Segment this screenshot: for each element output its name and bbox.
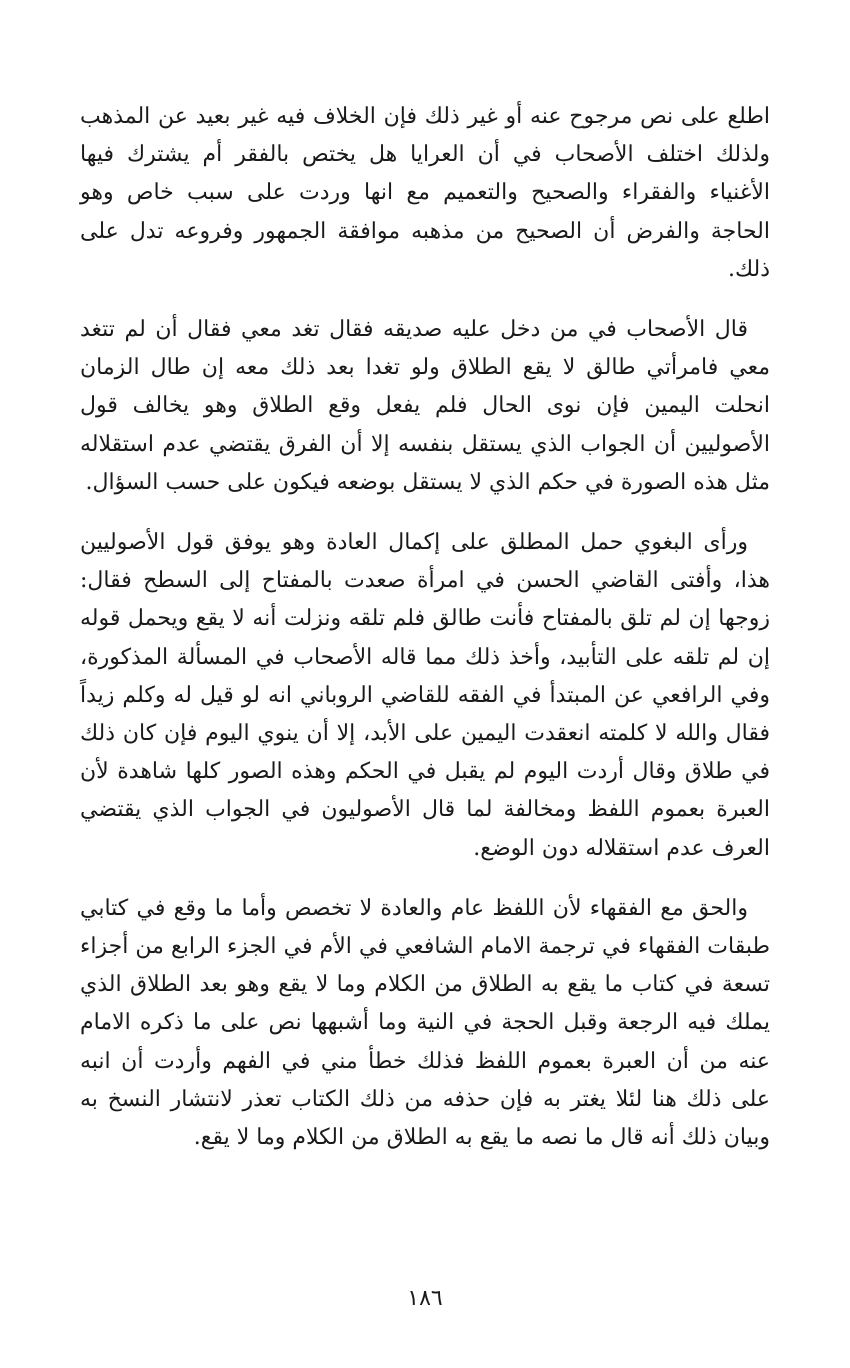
page-number: ١٨٦ (407, 1286, 443, 1311)
page-body (80, 98, 770, 1157)
paragraph-1: اطلع على نص مرجوح عنه أو غير ذلك فإن الخلاف فيه غير بعيد عن المذهب ولذلك اختلف الأصحاب في أن العرايا هل يختص بالفقر أم يشترك فيها الأغنياء والفقراء والصحيح والتعميم مع انها وردت على سبب خاص وهو الحاجة والفرض أن الصحيح من مذهبه موافقة الجمهور وفروعه تدل على ذلك. (80, 104, 770, 282)
paragraph-4: والحق مع الفقهاء لأن اللفظ عام والعادة لا تخصص وأما ما وقع في كتابي طبقات الفقهاء في ترجمة الامام الشافعي في الأم في الجزء الرابع من أجزاء تسعة في كتاب ما يقع به الطلاق من الكلام وما لا يقع وهو بعد الطلاق الذي يملك فيه الرجعة وقبل الحجة في النية وما أشبهها نص على ما ذكره الامام عنه من أن العبرة بعموم اللفظ فذلك خطأ مني في الفهم وأردت أن انبه على ذلك هنا لئلا يغتر به فإن حذفه من ذلك الكتاب تعذر لانتشار النسخ به وبيان ذلك أنه قال ما نصه ما يقع به الطلاق من الكلام وما لا يقع. (80, 895, 770, 1151)
paragraph-2: قال الأصحاب في من دخل عليه صديقه فقال تغد معي فقال أن لم تتغد معي فامرأتي طالق لا يقع الطلاق ولو تغدا بعد ذلك معه إن طال الزمان انحلت اليمين فإن نوى الحال فلم يفعل وقع الطلاق وهو يخالف قول الأصوليين أن الجواب الذي يستقل بنفسه إلا أن الفرق يقتضي عدم استقلاله مثل هذه الصورة في حكم الذي لا يستقل بوضعه فيكون على حسب السؤال. (80, 317, 770, 495)
paragraph-3: ورأى البغوي حمل المطلق على إكمال العادة وهو يوفق قول الأصوليين هذا، وأفتى القاضي الحسن في امرأة صعدت بالمفتاح إلى السطح فقال: زوجها إن لم تلق بالمفتاح فأنت طالق فلم تلقه ونزلت أنه لا يقع ويحمل قوله إن لم تلقه على التأبيد، وأخذ ذلك مما قاله الأصحاب في المسألة المذكورة، وفي الرافعي عن المبتدأ في الفقه للقاضي الروباني انه لو قيل له وكلم زيداً فقال والله لا كلمته انعقدت اليمين على الأبد، إلا أن ينوي اليوم فإن كان ذلك في طلاق وقال أردت اليوم لم يقبل في الحكم وهذه الصور كلها شاهدة لأن العبرة بعموم اللفظ ومخالفة لما قال الأصوليون في الجواب الذي يقتضي العرف عدم استقلاله دون الوضع. (80, 530, 770, 861)
